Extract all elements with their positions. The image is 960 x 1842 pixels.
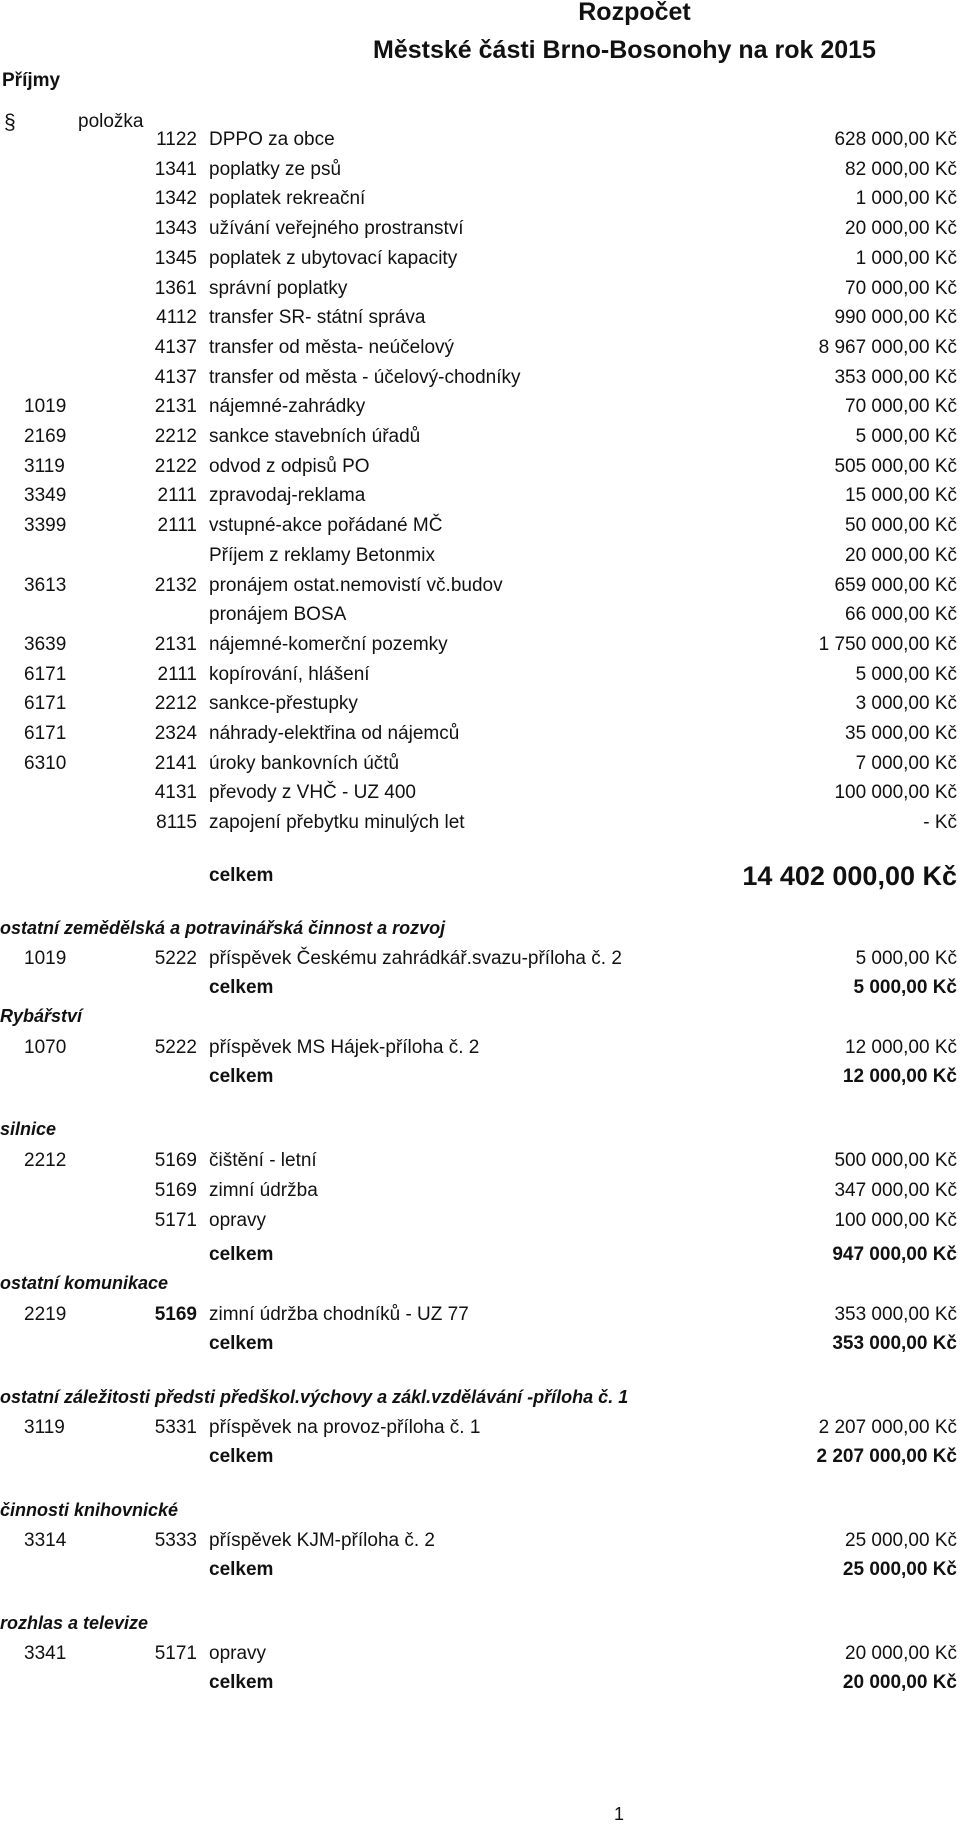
income-row xyxy=(0,156,960,184)
row-item-code: 4137 xyxy=(154,366,197,388)
expense-section-title: silnice xyxy=(0,1119,57,1139)
row-amount: 50 000,00 Kč xyxy=(845,515,957,537)
row-item-name: pronájem ostat.nemovistí vč.budov xyxy=(209,574,503,596)
row-item-name: opravy xyxy=(209,1643,267,1664)
row-amount: 353 000,00 Kč xyxy=(834,366,957,388)
expense-section-total-row xyxy=(0,1063,960,1091)
row-item-name: čištění - letní xyxy=(209,1150,317,1171)
row-item-code: 2111 xyxy=(157,515,197,537)
row-item-name: DPPO za obce xyxy=(209,129,335,150)
row-amount: 20 000,00 Kč xyxy=(845,544,957,566)
row-amount: 20 000,00 Kč xyxy=(845,218,957,240)
row-item-name: poplatek rekreační xyxy=(209,188,366,210)
row-amount: 100 000,00 Kč xyxy=(834,1210,957,1231)
expense-row xyxy=(0,1147,960,1175)
row-item-name: sankce stavebních úřadů xyxy=(209,426,421,447)
income-row xyxy=(0,542,960,570)
row-amount: 659 000,00 Kč xyxy=(834,574,957,596)
expense-section-total-row xyxy=(0,1241,960,1269)
row-amount: 70 000,00 Kč xyxy=(845,396,957,418)
row-paragraph: 2219 xyxy=(24,1304,67,1325)
row-amount: 82 000,00 Kč xyxy=(845,158,957,180)
row-item-name: zapojení přebytku minulých let xyxy=(209,812,465,834)
row-paragraph: 6171 xyxy=(24,693,67,715)
row-amount: 1 750 000,00 Kč xyxy=(818,633,957,655)
row-item-name: Příjem z reklamy Betonmix xyxy=(209,544,435,566)
row-amount: 5 000,00 Kč xyxy=(855,663,957,685)
row-amount: 347 000,00 Kč xyxy=(834,1180,957,1201)
row-item-name: příspěvek Českému zahrádkář.svazu-příloha č. 2 xyxy=(209,948,622,969)
income-row xyxy=(0,690,960,718)
income-row xyxy=(0,631,960,659)
row-paragraph: 3349 xyxy=(24,485,67,507)
row-item-code: 5171 xyxy=(154,1643,197,1664)
row-paragraph: 3119 xyxy=(24,455,65,477)
row-paragraph: 3399 xyxy=(24,515,67,537)
income-row xyxy=(0,809,960,837)
row-item-name: nájemné-zahrádky xyxy=(209,396,366,418)
row-amount: 25 000,00 Kč xyxy=(845,1530,957,1551)
row-amount: 100 000,00 Kč xyxy=(834,782,957,804)
section-total-amount: 20 000,00 Kč xyxy=(842,1672,957,1693)
expense-section-total-row xyxy=(0,1669,960,1697)
expense-section-title: ostatní záležitosti předsti předškol.výchovy a zákl.vzdělávání -příloha č. 1 xyxy=(0,1387,629,1407)
row-item-code: 5169 xyxy=(154,1180,197,1201)
row-item-name: kopírování, hlášení xyxy=(209,663,370,685)
expense-row xyxy=(0,1177,960,1205)
income-row xyxy=(0,482,960,510)
row-item-code: 5333 xyxy=(154,1530,197,1551)
row-paragraph: 3613 xyxy=(24,574,67,596)
section-total-amount: 2 207 000,00 Kč xyxy=(816,1446,957,1467)
row-item-name: transfer od města - účelový-chodníky xyxy=(209,366,521,388)
row-item-name: vstupné-akce pořádané MČ xyxy=(209,515,443,537)
row-amount: 70 000,00 Kč xyxy=(845,277,957,299)
income-row xyxy=(0,393,960,421)
income-row xyxy=(0,779,960,807)
income-row xyxy=(0,245,960,273)
row-amount: 8 967 000,00 Kč xyxy=(818,336,957,358)
row-item-code: 2131 xyxy=(154,396,197,418)
income-row xyxy=(0,453,960,481)
income-row xyxy=(0,720,960,748)
row-item-name: zimní údržba chodníků - UZ 77 xyxy=(209,1304,469,1325)
row-amount: 5 000,00 Kč xyxy=(855,426,957,447)
section-total-label: celkem xyxy=(209,1333,274,1354)
row-item-code: 1345 xyxy=(154,247,197,269)
row-item-name: příspěvek na provoz-příloha č. 1 xyxy=(209,1417,481,1438)
income-row xyxy=(0,126,960,154)
row-paragraph: 3341 xyxy=(24,1643,67,1664)
row-item-code: 5222 xyxy=(154,1037,197,1058)
income-row xyxy=(0,275,960,303)
row-item-name: opravy xyxy=(209,1210,267,1231)
expense-section-total-row xyxy=(0,974,960,1002)
row-item-name: příspěvek MS Hájek-příloha č. 2 xyxy=(209,1037,480,1058)
paragraph-symbol: § xyxy=(4,111,16,134)
row-amount: 12 000,00 Kč xyxy=(845,1037,957,1058)
section-total-amount: 353 000,00 Kč xyxy=(832,1333,957,1354)
document-title: Rozpočet xyxy=(578,0,691,26)
row-item-name: zimní údržba xyxy=(209,1180,318,1201)
row-item-code: 4137 xyxy=(154,336,197,358)
row-item-code: 2122 xyxy=(154,455,197,477)
page-number: 1 xyxy=(613,1804,624,1824)
row-amount: 353 000,00 Kč xyxy=(834,1304,957,1325)
row-item-name: náhrady-elektřina od nájemců xyxy=(209,723,460,744)
income-row xyxy=(0,185,960,213)
row-amount: 66 000,00 Kč xyxy=(845,604,957,626)
row-amount: 2 207 000,00 Kč xyxy=(818,1417,957,1438)
row-item-name: příspěvek KJM-příloha č. 2 xyxy=(209,1530,435,1551)
expense-row xyxy=(0,945,960,973)
row-paragraph: 6310 xyxy=(24,752,67,774)
expense-section-title: rozhlas a televize xyxy=(0,1613,149,1633)
row-item-code: 1342 xyxy=(154,188,197,210)
row-item-name: správní poplatky xyxy=(209,277,348,299)
row-item-code: 2132 xyxy=(154,574,197,596)
row-item-code: 2212 xyxy=(154,426,197,447)
expense-row xyxy=(0,1640,960,1668)
section-total-label: celkem xyxy=(209,1446,274,1467)
row-amount: 990 000,00 Kč xyxy=(834,307,957,329)
income-row xyxy=(0,423,960,451)
income-row xyxy=(0,750,960,778)
row-item-code: 5222 xyxy=(154,948,197,969)
expense-section-title: ostatní komunikace xyxy=(0,1273,169,1293)
row-item-code: 8115 xyxy=(156,812,197,834)
row-item-code: 4131 xyxy=(154,782,197,804)
row-item-code: 2111 xyxy=(157,663,197,685)
income-row xyxy=(0,601,960,629)
section-total-label: celkem xyxy=(209,1672,274,1693)
income-row xyxy=(0,334,960,362)
row-amount: 1 000,00 Kč xyxy=(855,247,957,269)
income-row xyxy=(0,215,960,243)
income-total-row xyxy=(0,858,960,894)
row-amount: - Kč xyxy=(923,812,957,834)
row-item-code: 5171 xyxy=(154,1210,197,1231)
income-row xyxy=(0,661,960,689)
row-amount: 1 000,00 Kč xyxy=(855,188,957,210)
income-row xyxy=(0,364,960,392)
income-total-label: celkem xyxy=(209,865,274,886)
row-item-code: 5169 xyxy=(154,1304,197,1325)
row-item-name: transfer SR- státní správa xyxy=(209,307,426,329)
row-item-code: 2141 xyxy=(154,752,197,774)
row-paragraph: 6171 xyxy=(24,663,67,685)
expense-row xyxy=(0,1207,960,1235)
section-total-amount: 25 000,00 Kč xyxy=(842,1559,957,1580)
row-item-code: 1122 xyxy=(156,129,197,150)
row-item-name: odvod z odpisů PO xyxy=(209,455,370,477)
row-paragraph: 6171 xyxy=(24,723,67,744)
expense-row xyxy=(0,1301,960,1329)
row-item-code: 1343 xyxy=(154,218,197,240)
row-amount: 628 000,00 Kč xyxy=(834,129,957,150)
expense-section-title: činnosti knihovnické xyxy=(0,1500,179,1520)
row-paragraph: 2169 xyxy=(24,426,67,447)
row-amount: 500 000,00 Kč xyxy=(834,1150,957,1171)
expense-row xyxy=(0,1414,960,1442)
row-paragraph: 3119 xyxy=(24,1417,65,1438)
section-total-amount: 12 000,00 Kč xyxy=(842,1066,957,1087)
row-amount: 3 000,00 Kč xyxy=(855,693,957,715)
income-row xyxy=(0,572,960,600)
expense-section-total-row xyxy=(0,1330,960,1358)
expense-row xyxy=(0,1034,960,1062)
income-total-amount: 14 402 000,00 Kč xyxy=(742,861,957,891)
row-paragraph: 1019 xyxy=(24,396,67,418)
row-item-name: pronájem BOSA xyxy=(209,604,347,626)
row-paragraph: 2212 xyxy=(24,1150,67,1171)
section-total-label: celkem xyxy=(209,1559,274,1580)
row-item-name: zpravodaj-reklama xyxy=(209,485,366,507)
row-amount: 505 000,00 Kč xyxy=(834,455,957,477)
income-section-heading: Příjmy xyxy=(2,70,61,91)
section-total-label: celkem xyxy=(209,1244,274,1265)
row-paragraph: 1019 xyxy=(24,948,67,969)
row-item-code: 1361 xyxy=(154,277,197,299)
expense-row xyxy=(0,1527,960,1555)
section-total-amount: 947 000,00 Kč xyxy=(832,1244,957,1265)
row-amount: 15 000,00 Kč xyxy=(845,485,957,507)
expense-section-total-row xyxy=(0,1443,960,1471)
section-total-label: celkem xyxy=(209,977,274,998)
section-total-amount: 5 000,00 Kč xyxy=(853,977,957,998)
row-item-name: převody z VHČ - UZ 400 xyxy=(209,782,416,804)
row-item-code: 4112 xyxy=(156,307,197,329)
row-item-name: užívání veřejného prostranství xyxy=(209,218,464,240)
row-item-name: úroky bankovních účtů xyxy=(209,752,400,774)
row-amount: 5 000,00 Kč xyxy=(855,948,957,969)
row-item-name: poplatek z ubytovací kapacity xyxy=(209,247,458,269)
row-item-code: 5331 xyxy=(154,1417,197,1438)
row-item-code: 2111 xyxy=(157,485,197,507)
expense-section-title: Rybářství xyxy=(0,1006,83,1026)
row-paragraph: 1070 xyxy=(24,1037,67,1058)
row-paragraph: 3314 xyxy=(24,1530,67,1551)
section-total-label: celkem xyxy=(209,1066,274,1087)
income-row xyxy=(0,304,960,332)
row-amount: 20 000,00 Kč xyxy=(845,1643,957,1664)
row-amount: 35 000,00 Kč xyxy=(845,723,957,744)
row-item-code: 1341 xyxy=(154,158,197,180)
row-item-name: transfer od města- neúčelový xyxy=(209,336,455,358)
document-subtitle: Městské části Brno-Bosonohy na rok 2015 xyxy=(373,36,876,64)
row-item-name: sankce-přestupky xyxy=(209,693,358,715)
expense-section-title: ostatní zemědělská a potravinářská činnost a rozvoj xyxy=(0,918,446,938)
row-item-name: nájemné-komerční pozemky xyxy=(209,633,448,655)
income-row xyxy=(0,512,960,540)
row-item-code: 2324 xyxy=(154,723,197,744)
row-item-name: poplatky ze psů xyxy=(209,158,342,180)
row-item-code: 5169 xyxy=(154,1150,197,1171)
row-item-code: 2131 xyxy=(154,633,197,655)
row-paragraph: 3639 xyxy=(24,633,67,655)
expense-section-total-row xyxy=(0,1556,960,1584)
row-amount: 7 000,00 Kč xyxy=(855,752,957,774)
row-item-code: 2212 xyxy=(154,693,197,715)
item-column-heading: položka xyxy=(78,111,144,132)
